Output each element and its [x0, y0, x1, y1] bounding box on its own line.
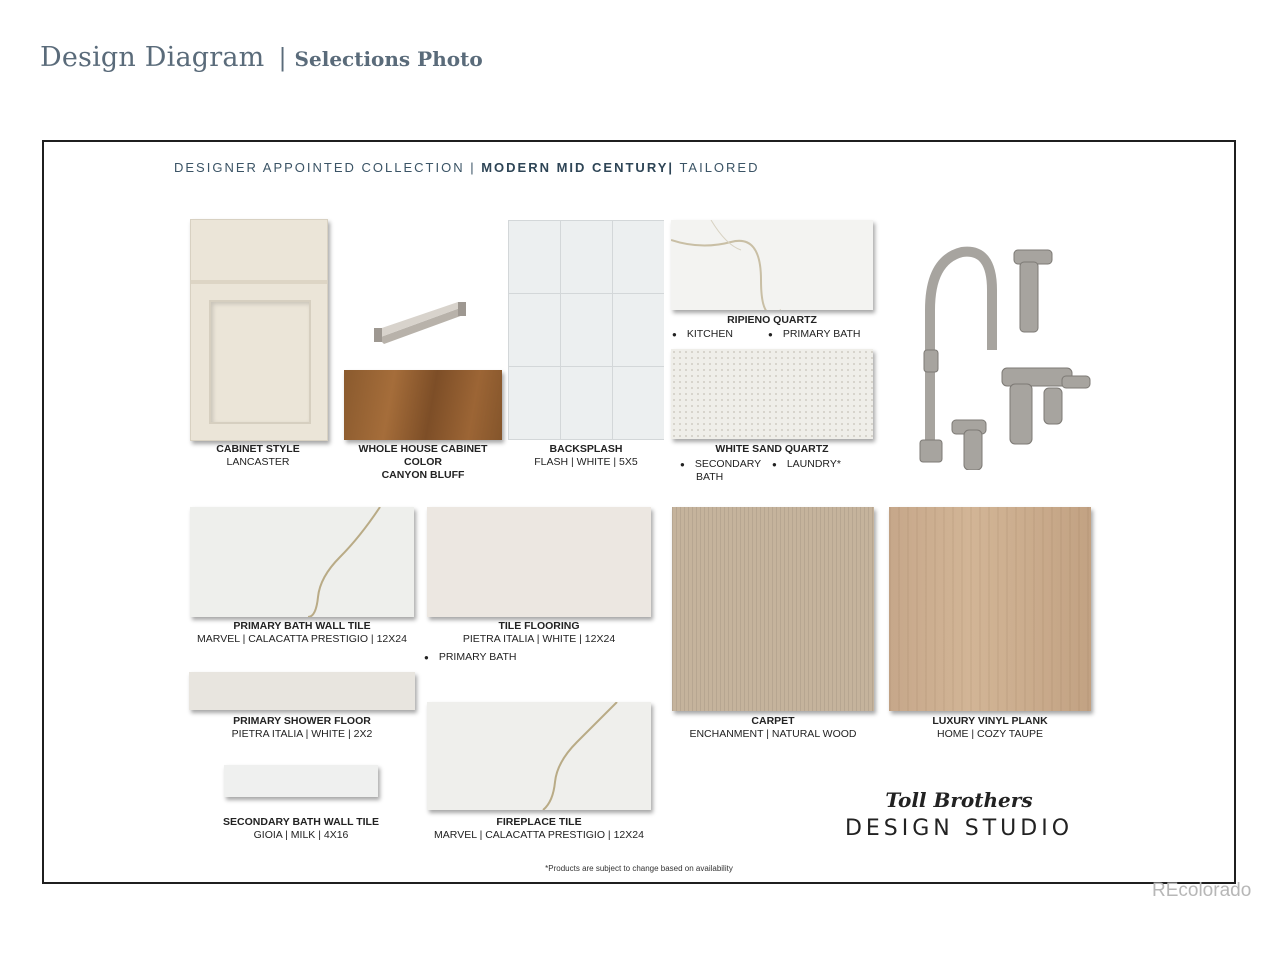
primary-bath-wall-line1: MARVEL | CALACATTA PRESTIGIO | 12X24 — [197, 633, 407, 645]
primary-bath-wall-caption — [190, 620, 414, 646]
secondary-bath-caption — [190, 816, 412, 842]
white-sand-bullet-secondary: ● SECONDARY — [680, 458, 762, 470]
page-title: Design Diagram — [40, 42, 265, 73]
carpet-title: CARPET — [751, 715, 795, 727]
disclaimer: *Products are subject to change based on availability — [545, 864, 733, 873]
tile-flooring-swatch — [427, 507, 651, 617]
cabinet-caption — [190, 443, 326, 469]
collection-suffix: TAILORED — [679, 160, 760, 175]
canyon-bluff-wood-swatch — [344, 370, 502, 440]
cabinet-rail — [191, 280, 327, 284]
ripieno-bullet2-text: PRIMARY BATH — [782, 328, 861, 340]
fireplace-title: FIREPLACE TILE — [496, 816, 582, 828]
marble-vein-icon — [190, 507, 414, 617]
white-sand-line2: BATH — [696, 471, 724, 483]
primary-bath-wall-swatch — [190, 507, 414, 617]
faucet-fixtures-icon — [902, 240, 1098, 470]
ripieno-bullet-bath: ● PRIMARY BATH — [768, 328, 861, 340]
white-sand-caption — [671, 443, 873, 456]
lvp-caption — [889, 715, 1091, 741]
cabinet-line1: LANCASTER — [226, 456, 290, 468]
cabinet-panel — [209, 300, 311, 424]
lvp-line1: HOME | COZY TAUPE — [937, 728, 1043, 740]
marble-vein-icon — [427, 702, 651, 810]
secondary-bath-wall-swatch — [224, 765, 378, 797]
cabinet-color-line1: COLOR — [404, 456, 442, 468]
white-sand-title: WHITE SAND QUARTZ — [715, 443, 829, 455]
collection-prefix: DESIGNER APPOINTED COLLECTION | — [174, 160, 476, 175]
ripieno-title: RIPIENO QUARTZ — [727, 314, 817, 326]
shower-floor-title: PRIMARY SHOWER FLOOR — [233, 715, 371, 727]
ripieno-bullet-kitchen: ● KITCHEN — [672, 328, 733, 340]
backsplash-swatch — [508, 220, 664, 440]
ripieno-caption — [671, 314, 873, 327]
secondary-bath-title: SECONDARY BATH WALL TILE — [223, 816, 379, 828]
secondary-bath-line1: GIOIA | MILK | 4X16 — [253, 829, 349, 841]
toll-brothers-logo — [834, 788, 1084, 841]
fireplace-caption — [427, 816, 651, 842]
ripieno-quartz-swatch — [671, 220, 873, 310]
white-sand-bullet1-text: SECONDARY — [694, 458, 762, 470]
cabinet-color-title: WHOLE HOUSE CABINET — [358, 443, 488, 455]
shower-floor-swatch — [189, 672, 415, 710]
tile-flooring-line1: PIETRA ITALIA | WHITE | 12X24 — [462, 633, 616, 645]
shower-floor-line1: PIETRA ITALIA | WHITE | 2X2 — [231, 728, 373, 740]
cabinet-color-line2: CANYON BLUFF — [381, 469, 465, 481]
tile-flooring-bullet: ● PRIMARY BATH — [424, 651, 517, 663]
marble-vein-icon — [671, 220, 873, 310]
cabinet-title: CABINET STYLE — [216, 443, 300, 455]
cabinet-color-caption — [340, 443, 506, 482]
fireplace-tile-swatch — [427, 702, 651, 810]
tile-flooring-bullet1-text: PRIMARY BATH — [438, 651, 517, 663]
tile-flooring-caption — [427, 620, 651, 646]
title-separator: | — [278, 44, 287, 72]
carpet-caption — [672, 715, 874, 741]
white-sand-bullet2-text: LAUNDRY* — [786, 458, 841, 470]
backsplash-line1: FLASH | WHITE | 5X5 — [534, 456, 638, 468]
fireplace-line1: MARVEL | CALACATTA PRESTIGIO | 12X24 — [434, 829, 644, 841]
lvp-title: LUXURY VINYL PLANK — [932, 715, 1048, 727]
page-header — [40, 42, 483, 73]
vinyl-plank-swatch — [889, 507, 1091, 711]
white-sand-quartz-swatch — [671, 349, 873, 439]
design-board — [42, 140, 1236, 884]
backsplash-title: BACKSPLASH — [549, 443, 623, 455]
tile-flooring-title: TILE FLOORING — [498, 620, 580, 632]
collection-name: MODERN MID CENTURY| — [481, 160, 675, 175]
shower-floor-caption — [189, 715, 415, 741]
logo-brand: Toll Brothers — [885, 788, 1033, 812]
white-sand-bullet-laundry: ● LAUNDRY* — [772, 458, 841, 470]
primary-bath-wall-title: PRIMARY BATH WALL TILE — [233, 620, 371, 632]
logo-studio: DESIGN STUDIO — [844, 816, 1074, 841]
ripieno-bullet1-text: KITCHEN — [686, 328, 733, 340]
cabinet-door-swatch — [190, 219, 328, 441]
watermark: REcolorado — [1152, 880, 1252, 901]
backsplash-caption — [508, 443, 664, 469]
carpet-swatch — [672, 507, 874, 711]
page-subtitle: Selections Photo — [294, 47, 483, 71]
collection-line — [174, 160, 760, 175]
carpet-line1: ENCHANMENT | NATURAL WOOD — [689, 728, 857, 740]
cabinet-pull-icon — [372, 300, 472, 344]
